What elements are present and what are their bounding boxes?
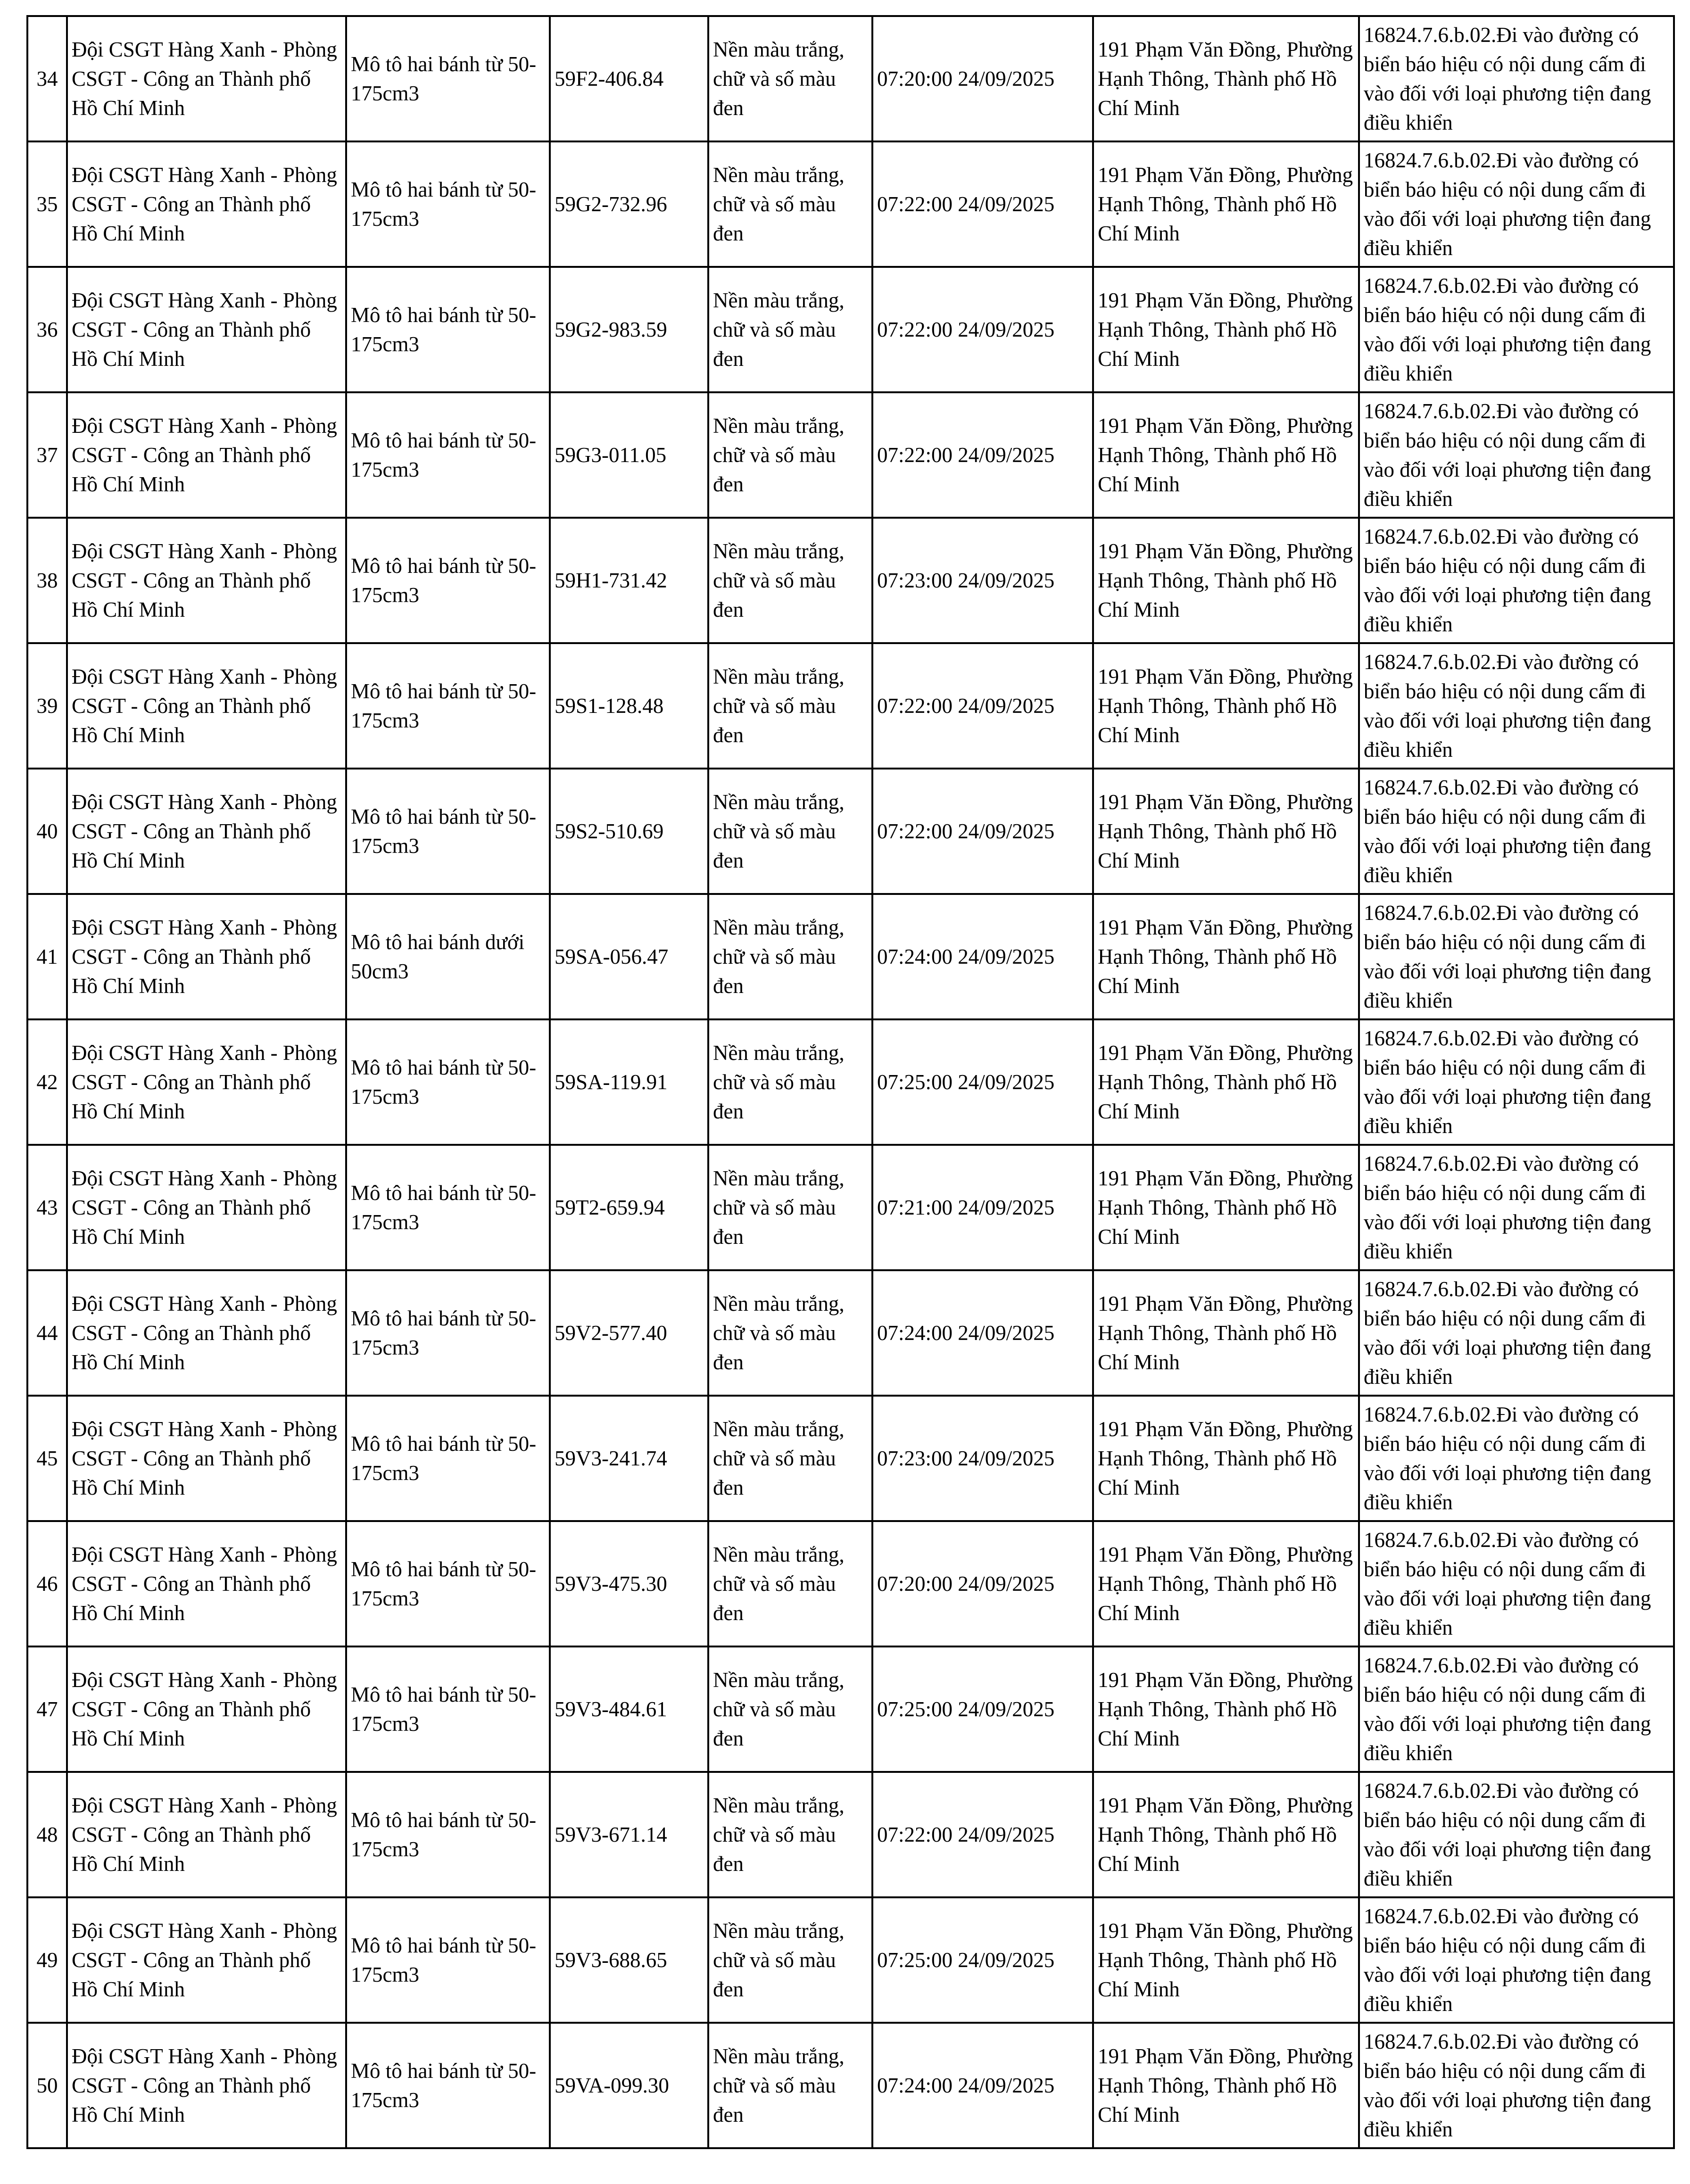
violation-time-text: 07:20:00 24/09/2025 — [877, 1572, 1055, 1596]
violation-location-text: 191 Phạm Văn Đồng, Phường Hạnh Thông, Thành phố Hồ Chí Minh — [1098, 539, 1353, 621]
vehicle-type-text: Mô tô hai bánh từ 50-175cm3 — [351, 554, 537, 607]
license-plate-text: 59SA-056.47 — [555, 945, 669, 968]
violation-location-cell — [1093, 1646, 1359, 1772]
table-row — [27, 16, 1674, 141]
enforcement-unit-cell — [67, 894, 346, 1019]
plate-color-cell — [708, 1270, 872, 1396]
license-plate-text: 59VA-099.30 — [555, 2074, 669, 2097]
vehicle-type-text: Mô tô hai bánh dưới 50cm3 — [351, 930, 525, 983]
plate-color-cell — [708, 1897, 872, 2023]
row-number-cell — [27, 1270, 67, 1396]
violation-description-cell — [1359, 141, 1674, 267]
violation-time-text: 07:23:00 24/09/2025 — [877, 569, 1055, 592]
enforcement-unit-text: Đội CSGT Hàng Xanh - Phòng CSGT - Công an Thành phố Hồ Chí Minh — [72, 539, 337, 621]
vehicle-type-cell — [346, 141, 550, 267]
violation-location-text: 191 Phạm Văn Đồng, Phường Hạnh Thông, Thành phố Hồ Chí Minh — [1098, 2044, 1353, 2126]
vehicle-type-text: Mô tô hai bánh từ 50-175cm3 — [351, 679, 537, 732]
violation-time-cell — [872, 267, 1093, 392]
license-plate-text: 59V3-671.14 — [555, 1823, 667, 1846]
enforcement-unit-cell — [67, 1897, 346, 2023]
violations-table-body — [27, 16, 1674, 2148]
row-number-text: 34 — [36, 67, 58, 91]
violation-description-cell — [1359, 518, 1674, 643]
violation-location-cell — [1093, 518, 1359, 643]
violation-description-text: 16824.7.6.b.02.Đi vào đường có biển báo hiệu có nội dung cấm đi vào đối với loại phương tiện đang điều khiển — [1364, 1654, 1651, 1765]
plate-color-text: Nền màu trắng, chữ và số màu đen — [713, 289, 845, 371]
vehicle-type-cell — [346, 643, 550, 769]
license-plate-cell — [550, 141, 708, 267]
enforcement-unit-text: Đội CSGT Hàng Xanh - Phòng CSGT - Công an Thành phố Hồ Chí Minh — [72, 1668, 337, 1750]
vehicle-type-cell — [346, 1145, 550, 1270]
plate-color-text: Nền màu trắng, chữ và số màu đen — [713, 414, 845, 496]
plate-color-text: Nền màu trắng, chữ và số màu đen — [713, 916, 845, 998]
vehicle-type-cell — [346, 1521, 550, 1646]
license-plate-text: 59V3-688.65 — [555, 1948, 667, 1972]
row-number-text: 42 — [36, 1070, 58, 1094]
violation-description-cell — [1359, 2023, 1674, 2148]
license-plate-text: 59G2-983.59 — [555, 318, 667, 341]
violation-location-text: 191 Phạm Văn Đồng, Phường Hạnh Thông, Thành phố Hồ Chí Minh — [1098, 289, 1353, 371]
license-plate-cell — [550, 16, 708, 141]
violation-time-text: 07:22:00 24/09/2025 — [877, 192, 1055, 216]
license-plate-text: 59V2-577.40 — [555, 1321, 667, 1345]
violation-description-cell — [1359, 1521, 1674, 1646]
violation-time-cell — [872, 894, 1093, 1019]
plate-color-cell — [708, 2023, 872, 2148]
enforcement-unit-cell — [67, 643, 346, 769]
violation-description-text: 16824.7.6.b.02.Đi vào đường có biển báo hiệu có nội dung cấm đi vào đối với loại phương tiện đang điều khiển — [1364, 901, 1651, 1012]
enforcement-unit-text: Đội CSGT Hàng Xanh - Phòng CSGT - Công an Thành phố Hồ Chí Minh — [72, 38, 337, 120]
enforcement-unit-cell — [67, 1772, 346, 1897]
plate-color-text: Nền màu trắng, chữ và số màu đen — [713, 665, 845, 747]
plate-color-text: Nền màu trắng, chữ và số màu đen — [713, 1041, 845, 1123]
row-number-text: 37 — [36, 443, 58, 467]
license-plate-cell — [550, 769, 708, 894]
violation-description-cell — [1359, 1145, 1674, 1270]
enforcement-unit-cell — [67, 1646, 346, 1772]
vehicle-type-cell — [346, 392, 550, 518]
table-row — [27, 141, 1674, 267]
row-number-cell — [27, 1396, 67, 1521]
violation-time-cell — [872, 1019, 1093, 1145]
vehicle-type-cell — [346, 16, 550, 141]
enforcement-unit-cell — [67, 267, 346, 392]
violations-table — [26, 15, 1675, 2149]
vehicle-type-text: Mô tô hai bánh từ 50-175cm3 — [351, 429, 537, 481]
row-number-text: 47 — [36, 1697, 58, 1721]
violation-location-text: 191 Phạm Văn Đồng, Phường Hạnh Thông, Thành phố Hồ Chí Minh — [1098, 1919, 1353, 2001]
violation-description-text: 16824.7.6.b.02.Đi vào đường có biển báo hiệu có nội dung cấm đi vào đối với loại phương tiện đang điều khiển — [1364, 1277, 1651, 1389]
row-number-cell — [27, 1772, 67, 1897]
violation-description-cell — [1359, 1270, 1674, 1396]
violation-location-cell — [1093, 16, 1359, 141]
row-number-cell — [27, 1145, 67, 1270]
enforcement-unit-cell — [67, 518, 346, 643]
license-plate-cell — [550, 894, 708, 1019]
row-number-text: 36 — [36, 318, 58, 341]
violation-description-text: 16824.7.6.b.02.Đi vào đường có biển báo hiệu có nội dung cấm đi vào đối với loại phương tiện đang điều khiển — [1364, 149, 1651, 260]
vehicle-type-cell — [346, 1897, 550, 2023]
violation-description-text: 16824.7.6.b.02.Đi vào đường có biển báo hiệu có nội dung cấm đi vào đối với loại phương tiện đang điều khiển — [1364, 1528, 1651, 1639]
violation-time-cell — [872, 1897, 1093, 2023]
plate-color-text: Nền màu trắng, chữ và số màu đen — [713, 38, 845, 120]
vehicle-type-text: Mô tô hai bánh từ 50-175cm3 — [351, 1056, 537, 1109]
violation-location-cell — [1093, 2023, 1359, 2148]
row-number-text: 43 — [36, 1196, 58, 1219]
vehicle-type-text: Mô tô hai bánh từ 50-175cm3 — [351, 1557, 537, 1610]
license-plate-text: 59T2-659.94 — [555, 1196, 665, 1219]
license-plate-text: 59F2-406.84 — [555, 67, 664, 91]
plate-color-text: Nền màu trắng, chữ và số màu đen — [713, 1417, 845, 1499]
plate-color-text: Nền màu trắng, chữ và số màu đen — [713, 539, 845, 621]
enforcement-unit-cell — [67, 2023, 346, 2148]
table-row — [27, 267, 1674, 392]
violation-description-text: 16824.7.6.b.02.Đi vào đường có biển báo hiệu có nội dung cấm đi vào đối với loại phương tiện đang điều khiển — [1364, 525, 1651, 636]
enforcement-unit-cell — [67, 1019, 346, 1145]
row-number-text: 40 — [36, 819, 58, 843]
license-plate-cell — [550, 518, 708, 643]
license-plate-cell — [550, 1396, 708, 1521]
enforcement-unit-text: Đội CSGT Hàng Xanh - Phòng CSGT - Công an Thành phố Hồ Chí Minh — [72, 1919, 337, 2001]
violation-description-text: 16824.7.6.b.02.Đi vào đường có biển báo hiệu có nội dung cấm đi vào đối với loại phương tiện đang điều khiển — [1364, 2030, 1651, 2141]
table-row — [27, 1145, 1674, 1270]
row-number-text: 35 — [36, 192, 58, 216]
license-plate-text: 59G2-732.96 — [555, 192, 667, 216]
enforcement-unit-text: Đội CSGT Hàng Xanh - Phòng CSGT - Công an Thành phố Hồ Chí Minh — [72, 163, 337, 245]
violation-time-text: 07:24:00 24/09/2025 — [877, 2074, 1055, 2097]
row-number-text: 49 — [36, 1948, 58, 1972]
table-row — [27, 1019, 1674, 1145]
violation-time-cell — [872, 1396, 1093, 1521]
license-plate-cell — [550, 1772, 708, 1897]
violation-location-text: 191 Phạm Văn Đồng, Phường Hạnh Thông, Thành phố Hồ Chí Minh — [1098, 916, 1353, 998]
violation-description-cell — [1359, 16, 1674, 141]
vehicle-type-cell — [346, 518, 550, 643]
enforcement-unit-cell — [67, 1521, 346, 1646]
plate-color-text: Nền màu trắng, chữ và số màu đen — [713, 1919, 845, 2001]
table-row — [27, 1270, 1674, 1396]
enforcement-unit-text: Đội CSGT Hàng Xanh - Phòng CSGT - Công an Thành phố Hồ Chí Minh — [72, 1417, 337, 1499]
license-plate-text: 59H1-731.42 — [555, 569, 667, 592]
violation-time-cell — [872, 16, 1093, 141]
violation-description-text: 16824.7.6.b.02.Đi vào đường có biển báo hiệu có nội dung cấm đi vào đối với loại phương tiện đang điều khiển — [1364, 1403, 1651, 1514]
violation-time-text: 07:22:00 24/09/2025 — [877, 1823, 1055, 1846]
violation-location-text: 191 Phạm Văn Đồng, Phường Hạnh Thông, Thành phố Hồ Chí Minh — [1098, 1041, 1353, 1123]
row-number-text: 50 — [36, 2074, 58, 2097]
violation-time-text: 07:25:00 24/09/2025 — [877, 1070, 1055, 1094]
vehicle-type-text: Mô tô hai bánh từ 50-175cm3 — [351, 805, 537, 858]
plate-color-cell — [708, 518, 872, 643]
row-number-cell — [27, 769, 67, 894]
row-number-cell — [27, 1897, 67, 2023]
vehicle-type-text: Mô tô hai bánh từ 50-175cm3 — [351, 178, 537, 231]
row-number-text: 39 — [36, 694, 58, 718]
violation-description-cell — [1359, 1897, 1674, 2023]
enforcement-unit-cell — [67, 141, 346, 267]
plate-color-cell — [708, 16, 872, 141]
plate-color-cell — [708, 1521, 872, 1646]
violation-description-text: 16824.7.6.b.02.Đi vào đường có biển báo hiệu có nội dung cấm đi vào đối với loại phương tiện đang điều khiển — [1364, 23, 1651, 134]
license-plate-cell — [550, 1145, 708, 1270]
violation-location-text: 191 Phạm Văn Đồng, Phường Hạnh Thông, Thành phố Hồ Chí Minh — [1098, 1417, 1353, 1499]
violation-location-cell — [1093, 1270, 1359, 1396]
enforcement-unit-cell — [67, 1270, 346, 1396]
violation-time-text: 07:22:00 24/09/2025 — [877, 318, 1055, 341]
violation-description-text: 16824.7.6.b.02.Đi vào đường có biển báo hiệu có nội dung cấm đi vào đối với loại phương tiện đang điều khiển — [1364, 1152, 1651, 1263]
row-number-cell — [27, 392, 67, 518]
plate-color-cell — [708, 1772, 872, 1897]
violation-location-cell — [1093, 1145, 1359, 1270]
plate-color-text: Nền màu trắng, chữ và số màu đen — [713, 163, 845, 245]
table-row — [27, 2023, 1674, 2148]
license-plate-text: 59SA-119.91 — [555, 1070, 668, 1094]
row-number-cell — [27, 894, 67, 1019]
row-number-text: 41 — [36, 945, 58, 968]
license-plate-text: 59V3-241.74 — [555, 1447, 667, 1470]
violation-location-text: 191 Phạm Văn Đồng, Phường Hạnh Thông, Thành phố Hồ Chí Minh — [1098, 665, 1353, 747]
violation-time-cell — [872, 1772, 1093, 1897]
violation-location-text: 191 Phạm Văn Đồng, Phường Hạnh Thông, Thành phố Hồ Chí Minh — [1098, 414, 1353, 496]
license-plate-cell — [550, 267, 708, 392]
enforcement-unit-text: Đội CSGT Hàng Xanh - Phòng CSGT - Công an Thành phố Hồ Chí Minh — [72, 1794, 337, 1876]
violation-time-text: 07:22:00 24/09/2025 — [877, 694, 1055, 718]
plate-color-text: Nền màu trắng, chữ và số màu đen — [713, 790, 845, 872]
enforcement-unit-cell — [67, 1145, 346, 1270]
license-plate-cell — [550, 1646, 708, 1772]
violation-time-text: 07:24:00 24/09/2025 — [877, 1321, 1055, 1345]
license-plate-text: 59V3-484.61 — [555, 1697, 667, 1721]
row-number-cell — [27, 1646, 67, 1772]
violation-time-cell — [872, 141, 1093, 267]
violation-description-text: 16824.7.6.b.02.Đi vào đường có biển báo hiệu có nội dung cấm đi vào đối với loại phương tiện đang điều khiển — [1364, 776, 1651, 887]
table-row — [27, 518, 1674, 643]
violation-location-text: 191 Phạm Văn Đồng, Phường Hạnh Thông, Thành phố Hồ Chí Minh — [1098, 790, 1353, 872]
plate-color-text: Nền màu trắng, chữ và số màu đen — [713, 2044, 845, 2126]
enforcement-unit-cell — [67, 769, 346, 894]
license-plate-cell — [550, 1270, 708, 1396]
table-row — [27, 643, 1674, 769]
violation-location-cell — [1093, 769, 1359, 894]
license-plate-cell — [550, 1019, 708, 1145]
vehicle-type-cell — [346, 1270, 550, 1396]
violation-time-cell — [872, 769, 1093, 894]
plate-color-text: Nền màu trắng, chữ và số màu đen — [713, 1166, 845, 1249]
enforcement-unit-text: Đội CSGT Hàng Xanh - Phòng CSGT - Công an Thành phố Hồ Chí Minh — [72, 414, 337, 496]
violation-time-cell — [872, 2023, 1093, 2148]
enforcement-unit-text: Đội CSGT Hàng Xanh - Phòng CSGT - Công an Thành phố Hồ Chí Minh — [72, 916, 337, 998]
violation-description-cell — [1359, 392, 1674, 518]
row-number-cell — [27, 267, 67, 392]
plate-color-cell — [708, 141, 872, 267]
enforcement-unit-text: Đội CSGT Hàng Xanh - Phòng CSGT - Công an Thành phố Hồ Chí Minh — [72, 1041, 337, 1123]
plate-color-cell — [708, 894, 872, 1019]
vehicle-type-cell — [346, 1646, 550, 1772]
violation-time-text: 07:22:00 24/09/2025 — [877, 443, 1055, 467]
vehicle-type-text: Mô tô hai bánh từ 50-175cm3 — [351, 1808, 537, 1861]
violation-time-text: 07:22:00 24/09/2025 — [877, 819, 1055, 843]
plate-color-text: Nền màu trắng, chữ và số màu đen — [713, 1292, 845, 1374]
violation-time-text: 07:20:00 24/09/2025 — [877, 67, 1055, 91]
violation-time-cell — [872, 1270, 1093, 1396]
violation-description-cell — [1359, 1772, 1674, 1897]
plate-color-cell — [708, 1646, 872, 1772]
vehicle-type-cell — [346, 2023, 550, 2148]
violation-location-cell — [1093, 392, 1359, 518]
violation-time-cell — [872, 1646, 1093, 1772]
row-number-cell — [27, 643, 67, 769]
violation-location-cell — [1093, 894, 1359, 1019]
enforcement-unit-text: Đội CSGT Hàng Xanh - Phòng CSGT - Công an Thành phố Hồ Chí Minh — [72, 1292, 337, 1374]
vehicle-type-text: Mô tô hai bánh từ 50-175cm3 — [351, 2059, 537, 2112]
violation-time-text: 07:25:00 24/09/2025 — [877, 1697, 1055, 1721]
table-row — [27, 1521, 1674, 1646]
license-plate-text: 59S1-128.48 — [555, 694, 664, 718]
vehicle-type-cell — [346, 769, 550, 894]
license-plate-cell — [550, 643, 708, 769]
vehicle-type-text: Mô tô hai bánh từ 50-175cm3 — [351, 1432, 537, 1485]
table-row — [27, 769, 1674, 894]
row-number-text: 48 — [36, 1823, 58, 1846]
vehicle-type-text: Mô tô hai bánh từ 50-175cm3 — [351, 1683, 537, 1736]
violation-description-text: 16824.7.6.b.02.Đi vào đường có biển báo hiệu có nội dung cấm đi vào đối với loại phương tiện đang điều khiển — [1364, 650, 1651, 761]
plate-color-cell — [708, 392, 872, 518]
row-number-cell — [27, 518, 67, 643]
row-number-text: 46 — [36, 1572, 58, 1596]
vehicle-type-text: Mô tô hai bánh từ 50-175cm3 — [351, 1934, 537, 1986]
violation-time-cell — [872, 1521, 1093, 1646]
row-number-cell — [27, 1521, 67, 1646]
row-number-cell — [27, 16, 67, 141]
license-plate-cell — [550, 1897, 708, 2023]
license-plate-cell — [550, 392, 708, 518]
violation-description-cell — [1359, 267, 1674, 392]
violation-location-cell — [1093, 1396, 1359, 1521]
violation-location-cell — [1093, 1019, 1359, 1145]
table-row — [27, 1646, 1674, 1772]
violation-time-cell — [872, 392, 1093, 518]
plate-color-text: Nền màu trắng, chữ và số màu đen — [713, 1794, 845, 1876]
violation-description-cell — [1359, 769, 1674, 894]
row-number-cell — [27, 1019, 67, 1145]
violation-description-cell — [1359, 1396, 1674, 1521]
violation-location-cell — [1093, 1521, 1359, 1646]
table-row — [27, 1897, 1674, 2023]
violation-description-text: 16824.7.6.b.02.Đi vào đường có biển báo hiệu có nội dung cấm đi vào đối với loại phương tiện đang điều khiển — [1364, 1026, 1651, 1138]
row-number-cell — [27, 2023, 67, 2148]
enforcement-unit-text: Đội CSGT Hàng Xanh - Phòng CSGT - Công an Thành phố Hồ Chí Minh — [72, 289, 337, 371]
violation-time-text: 07:25:00 24/09/2025 — [877, 1948, 1055, 1972]
vehicle-type-text: Mô tô hai bánh từ 50-175cm3 — [351, 52, 537, 105]
row-number-cell — [27, 141, 67, 267]
violation-location-text: 191 Phạm Văn Đồng, Phường Hạnh Thông, Thành phố Hồ Chí Minh — [1098, 38, 1353, 120]
plate-color-cell — [708, 643, 872, 769]
violation-location-cell — [1093, 1897, 1359, 2023]
violation-description-cell — [1359, 1019, 1674, 1145]
violation-location-cell — [1093, 643, 1359, 769]
violation-location-cell — [1093, 1772, 1359, 1897]
enforcement-unit-cell — [67, 16, 346, 141]
vehicle-type-text: Mô tô hai bánh từ 50-175cm3 — [351, 303, 537, 356]
table-row — [27, 392, 1674, 518]
plate-color-cell — [708, 1145, 872, 1270]
violation-location-cell — [1093, 141, 1359, 267]
enforcement-unit-text: Đội CSGT Hàng Xanh - Phòng CSGT - Công an Thành phố Hồ Chí Minh — [72, 665, 337, 747]
vehicle-type-cell — [346, 894, 550, 1019]
violation-location-text: 191 Phạm Văn Đồng, Phường Hạnh Thông, Thành phố Hồ Chí Minh — [1098, 163, 1353, 245]
violation-time-text: 07:21:00 24/09/2025 — [877, 1196, 1055, 1219]
table-row — [27, 1396, 1674, 1521]
license-plate-cell — [550, 2023, 708, 2148]
table-row — [27, 1772, 1674, 1897]
violation-location-cell — [1093, 267, 1359, 392]
license-plate-text: 59V3-475.30 — [555, 1572, 667, 1596]
row-number-text: 45 — [36, 1447, 58, 1470]
enforcement-unit-text: Đội CSGT Hàng Xanh - Phòng CSGT - Công an Thành phố Hồ Chí Minh — [72, 1543, 337, 1625]
violation-description-text: 16824.7.6.b.02.Đi vào đường có biển báo hiệu có nội dung cấm đi vào đối với loại phương tiện đang điều khiển — [1364, 399, 1651, 511]
violation-description-text: 16824.7.6.b.02.Đi vào đường có biển báo hiệu có nội dung cấm đi vào đối với loại phương tiện đang điều khiển — [1364, 274, 1651, 385]
violation-location-text: 191 Phạm Văn Đồng, Phường Hạnh Thông, Thành phố Hồ Chí Minh — [1098, 1292, 1353, 1374]
plate-color-text: Nền màu trắng, chữ và số màu đen — [713, 1543, 845, 1625]
vehicle-type-text: Mô tô hai bánh từ 50-175cm3 — [351, 1181, 537, 1234]
violation-location-text: 191 Phạm Văn Đồng, Phường Hạnh Thông, Thành phố Hồ Chí Minh — [1098, 1166, 1353, 1249]
vehicle-type-cell — [346, 267, 550, 392]
violation-description-cell — [1359, 643, 1674, 769]
violation-time-cell — [872, 1145, 1093, 1270]
violation-time-cell — [872, 518, 1093, 643]
violation-location-text: 191 Phạm Văn Đồng, Phường Hạnh Thông, Thành phố Hồ Chí Minh — [1098, 1543, 1353, 1625]
row-number-text: 38 — [36, 569, 58, 592]
violation-location-text: 191 Phạm Văn Đồng, Phường Hạnh Thông, Thành phố Hồ Chí Minh — [1098, 1794, 1353, 1876]
enforcement-unit-cell — [67, 1396, 346, 1521]
violation-time-text: 07:24:00 24/09/2025 — [877, 945, 1055, 968]
enforcement-unit-cell — [67, 392, 346, 518]
violation-description-cell — [1359, 894, 1674, 1019]
violation-description-text: 16824.7.6.b.02.Đi vào đường có biển báo hiệu có nội dung cấm đi vào đối với loại phương tiện đang điều khiển — [1364, 1904, 1651, 2016]
violation-description-text: 16824.7.6.b.02.Đi vào đường có biển báo hiệu có nội dung cấm đi vào đối với loại phương tiện đang điều khiển — [1364, 1779, 1651, 1890]
license-plate-text: 59G3-011.05 — [555, 443, 667, 467]
table-row — [27, 894, 1674, 1019]
vehicle-type-cell — [346, 1396, 550, 1521]
enforcement-unit-text: Đội CSGT Hàng Xanh - Phòng CSGT - Công an Thành phố Hồ Chí Minh — [72, 1166, 337, 1249]
license-plate-cell — [550, 1521, 708, 1646]
enforcement-unit-text: Đội CSGT Hàng Xanh - Phòng CSGT - Công an Thành phố Hồ Chí Minh — [72, 790, 337, 872]
row-number-text: 44 — [36, 1321, 58, 1345]
enforcement-unit-text: Đội CSGT Hàng Xanh - Phòng CSGT - Công an Thành phố Hồ Chí Minh — [72, 2044, 337, 2126]
violation-location-text: 191 Phạm Văn Đồng, Phường Hạnh Thông, Thành phố Hồ Chí Minh — [1098, 1668, 1353, 1750]
license-plate-text: 59S2-510.69 — [555, 819, 664, 843]
plate-color-cell — [708, 1396, 872, 1521]
plate-color-cell — [708, 1019, 872, 1145]
violation-time-cell — [872, 643, 1093, 769]
plate-color-cell — [708, 267, 872, 392]
vehicle-type-text: Mô tô hai bánh từ 50-175cm3 — [351, 1307, 537, 1359]
violation-description-cell — [1359, 1646, 1674, 1772]
plate-color-text: Nền màu trắng, chữ và số màu đen — [713, 1668, 845, 1750]
document-page — [26, 15, 1675, 2149]
plate-color-cell — [708, 769, 872, 894]
vehicle-type-cell — [346, 1019, 550, 1145]
vehicle-type-cell — [346, 1772, 550, 1897]
violation-time-text: 07:23:00 24/09/2025 — [877, 1447, 1055, 1470]
